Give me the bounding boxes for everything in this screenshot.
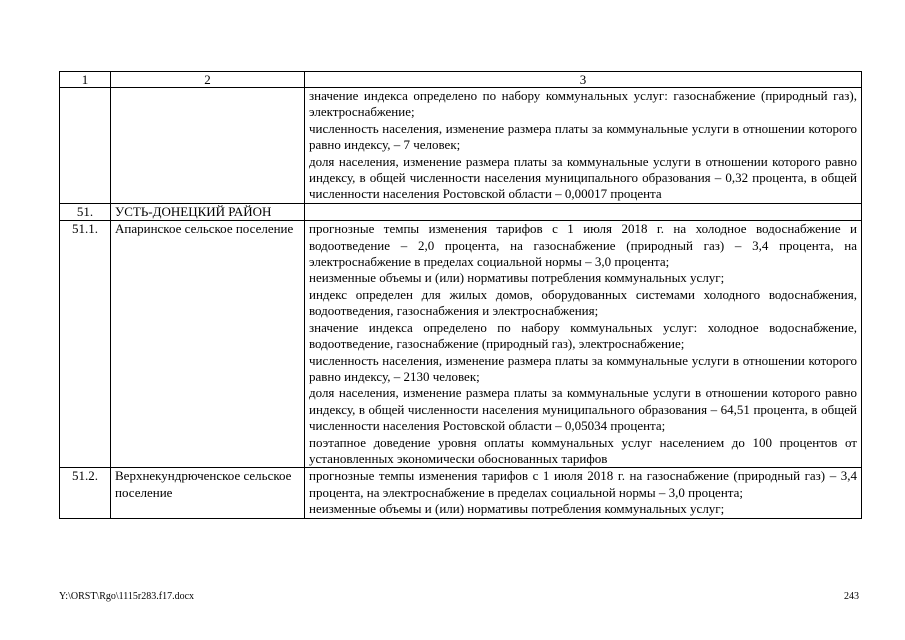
row-name: Апаринское сельское поселение [111,221,305,468]
paragraph: численность населения, изменение размера платы за коммунальные услуги в отношении которого равно индексу, – 2130 человек; [309,352,857,384]
table-row [60,468,862,518]
table-row [60,203,862,220]
table-row [60,88,862,204]
row-number: 51.1. [60,221,111,468]
header-cell-1: 1 [60,72,111,88]
paragraph: значение индекса определено по набору коммунальных услуг: холодное водоснабжение, водоотведение, газоснабжение (природный газ), электроснабжение; [309,319,857,352]
row-text [305,203,862,220]
table-row [60,221,862,468]
row-number: 51.2. [60,468,111,518]
row-number [60,88,111,204]
paragraph: неизменные объемы и (или) нормативы потребления коммунальных услуг; [309,270,725,286]
table-header-row [60,72,862,88]
row-text [305,221,862,468]
paragraph: поэтапное доведение уровня оплаты коммунальных услуг населением до 100 процентов от установленных экономически обоснованных тарифов [309,434,857,466]
paragraph: неизменные объемы и (или) нормативы потребления коммунальных услуг; [309,501,725,517]
header-cell-2: 2 [111,72,305,88]
row-number: 51. [60,203,111,220]
header-cell-3: 3 [305,72,862,88]
row-name: УСТЬ-ДОНЕЦКИЙ РАЙОН [111,203,305,220]
row-name: Верхнекундрюченское сельское поселение [111,468,305,518]
row-text [305,468,862,518]
paragraph: значение индекса определено по набору коммунальных услуг: газоснабжение (природный газ), электроснабжение; [309,88,857,120]
paragraph: доля населения, изменение размера платы за коммунальные услуги в отношении которого равно индексу, в общей численности населения муниципального образования – 64,51 процента, в общей численности населения Ростовской области – 0,05034 процента; [309,385,857,434]
paragraph: прогнозные темпы изменения тарифов с 1 июля 2018 г. на холодное водоснабжение и водоотведение – 2,0 процента, на газоснабжение (природный газ) – 3,4 процента, на электроснабжение в пределах социальной нормы – 3,0 процента; [309,221,857,270]
footer-page-number: 243 [844,591,859,602]
paragraph: прогнозные темпы изменения тарифов с 1 июля 2018 г. на газоснабжение (природный газ) – 3,4 процента, на электроснабжение в пределах социальной нормы – 3,0 процента; [309,468,857,500]
document-table [59,71,862,519]
row-name [111,88,305,204]
paragraph: индекс определен для жилых домов, оборудованных системами холодного водоснабжения, водоотведения, газоснабжения и электроснабжения; [309,286,857,319]
paragraph: доля населения, изменение размера платы за коммунальные услуги в отношении которого равно индексу, в общей численности населения муниципального образования – 0,32 процента, в общей численности населения Ростовской области – 0,00017 процента [309,153,857,202]
row-text [305,88,862,204]
paragraph: численность населения, изменение размера платы за коммунальные услуги в отношении которого равно индексу, – 7 человек; [309,120,857,153]
footer-file-path: Y:\ORST\Rgo\1115r283.f17.docx [59,591,195,602]
